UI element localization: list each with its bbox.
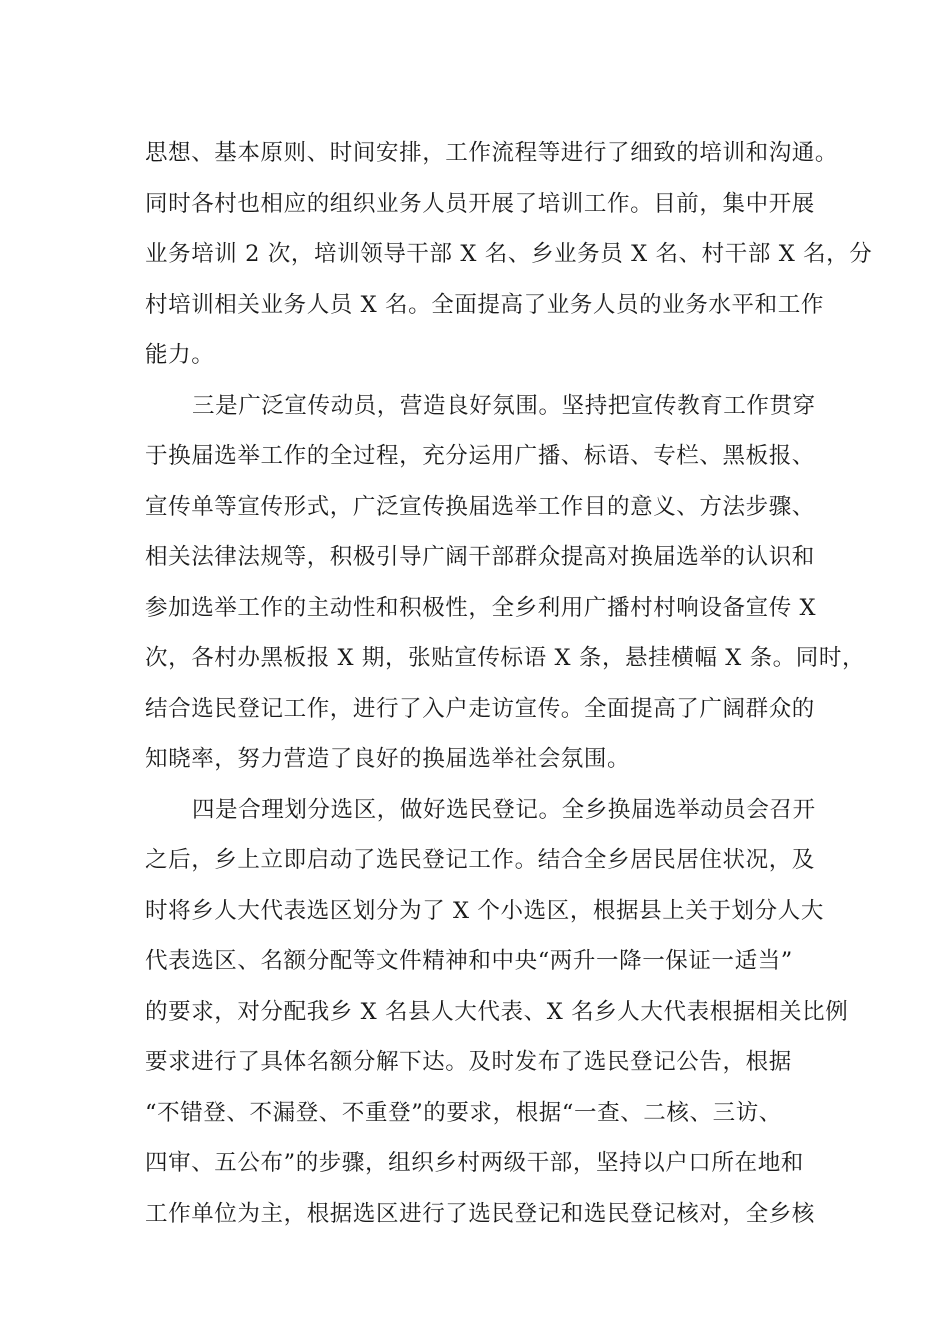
- text-line: “不错登、不漏登、不重登”的要求，根据“一查、二核、三访、: [145, 1099, 782, 1126]
- document-body: [145, 128, 873, 1239]
- text-line: 业务培训 2 次，培训领导干部 X 名、乡业务员 X 名、村干部 X 名，分: [145, 241, 873, 267]
- text-line: 次，各村办黑板报 X 期，张贴宣传标语 X 条，悬挂横幅 X 条。同时，: [145, 645, 866, 671]
- text-line: 的要求，对分配我乡 X 名县人大代表、X 名乡人大代表根据相关比例: [145, 998, 849, 1025]
- text-line: 村培训相关业务人员 X 名。全面提高了业务人员的业务水平和工作: [145, 291, 824, 318]
- text-line: 四审、五公布”的步骤，组织乡村两级干部，坚持以户口所在地和: [145, 1150, 804, 1176]
- text-line: 宣传单等宣传形式，广泛宣传换届选举工作目的意义、方法步骤、: [145, 493, 815, 520]
- text-line: 三是广泛宣传动员，营造良好氛围。坚持把宣传教育工作贯穿: [192, 392, 816, 419]
- text-line: 工作单位为主，根据选区进行了选民登记和选民登记核对，全乡核: [145, 1200, 815, 1227]
- text-line: 要求进行了具体名额分解下达。及时发布了选民登记公告，根据: [145, 1049, 792, 1075]
- text-line: 结合选民登记工作，进行了入户走访宣传。全面提高了广阔群众的: [145, 695, 815, 722]
- paragraph-training: [145, 128, 873, 381]
- text-line: 参加选举工作的主动性和积极性，全乡利用广播村村响设备宣传 X: [145, 594, 817, 621]
- text-line: 时将乡人大代表选区划分为了 X 个小选区，根据县上关于划分人大: [145, 897, 824, 924]
- text-line: 知晓率，努力营造了良好的换届选举社会氛围。: [145, 746, 631, 772]
- paragraph-publicity: [145, 381, 866, 785]
- text-line: 相关法律法规等，积极引导广阔干部群众提高对换届选举的认识和: [145, 544, 815, 570]
- text-line: 代表选区、名额分配等文件精神和中央“两升一降一保证一适当”: [145, 948, 793, 974]
- text-line: 于换届选举工作的全过程，充分运用广播、标语、专栏、黑板报、: [145, 443, 815, 469]
- paragraph-voter-registration: [145, 785, 849, 1240]
- text-line: 四是合理划分选区，做好选民登记。全乡换届选举动员会召开: [192, 796, 816, 823]
- text-line: 同时各村也相应的组织业务人员开展了培训工作。目前，集中开展: [145, 190, 815, 217]
- text-line: 之后，乡上立即启动了选民登记工作。结合全乡居民居住状况，及: [145, 847, 815, 873]
- text-line: 能力。: [145, 342, 215, 368]
- text-line: 思想、基本原则、时间安排，工作流程等进行了细致的培训和沟通。: [145, 140, 839, 166]
